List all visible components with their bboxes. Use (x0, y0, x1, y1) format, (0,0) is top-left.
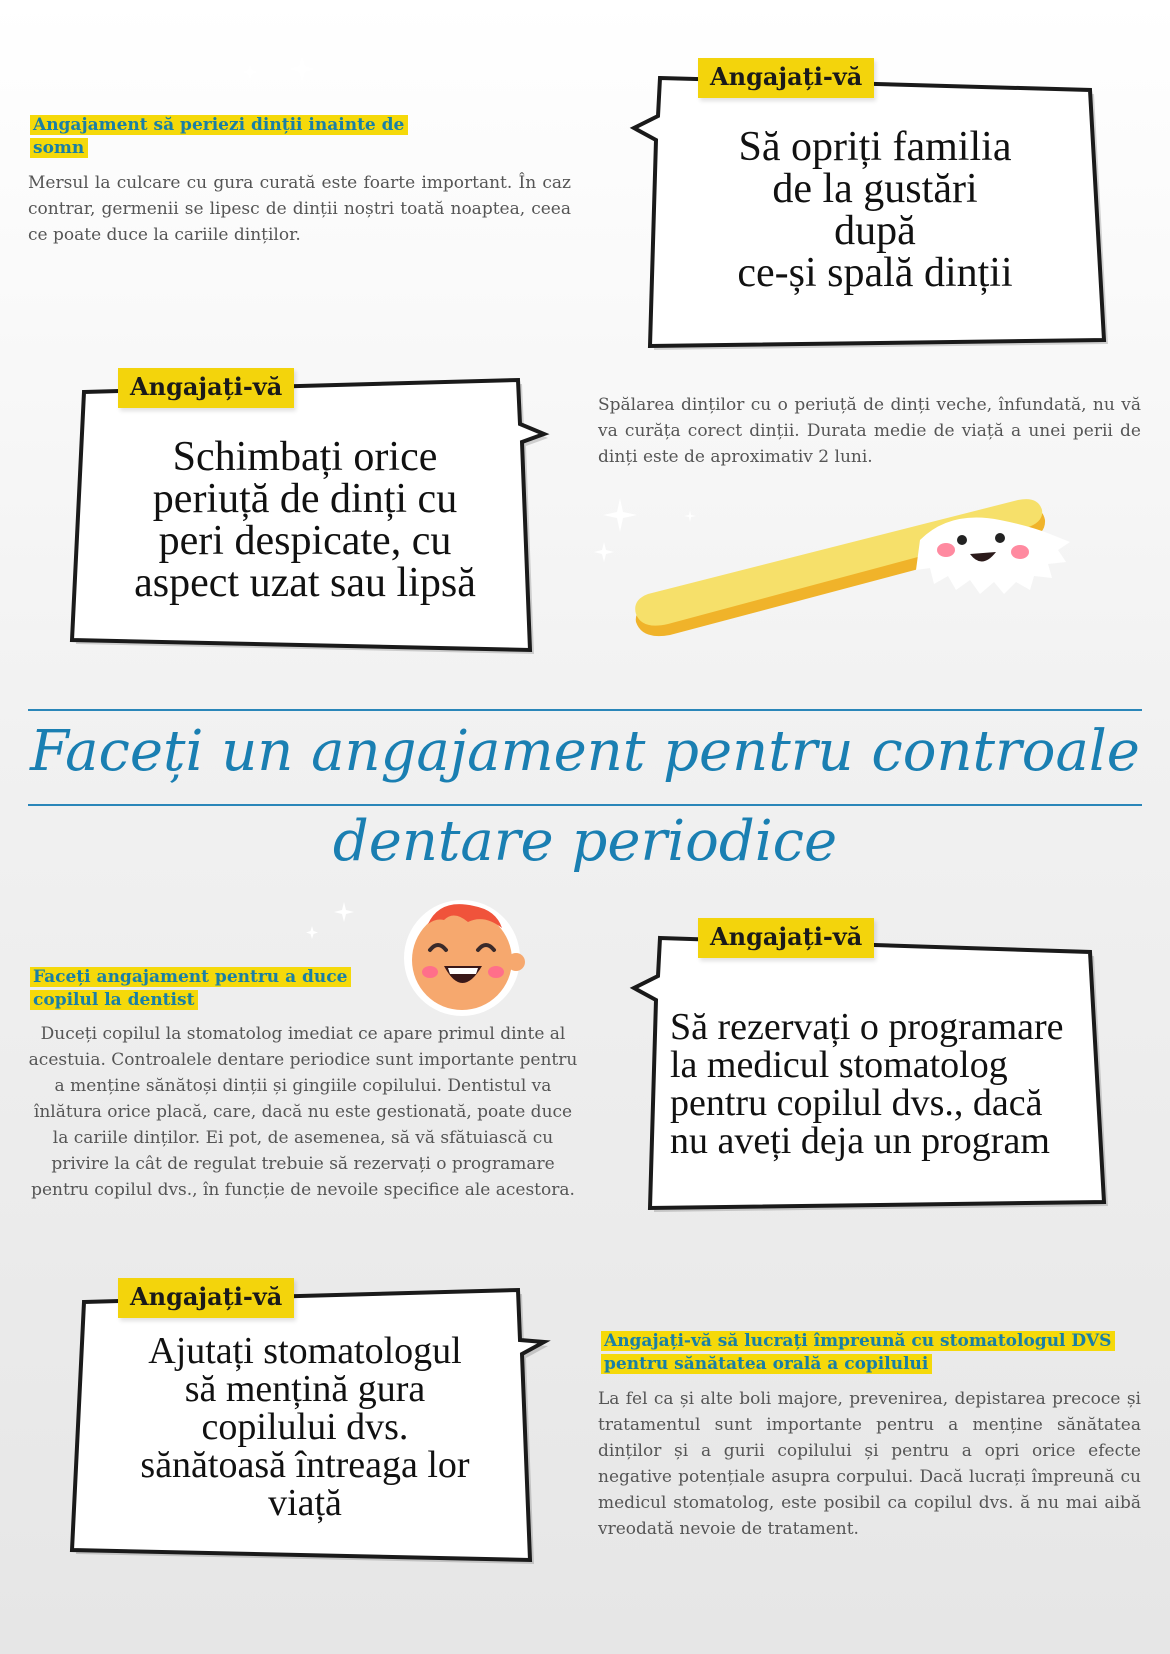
bubble4-line-4: sănătoasă întreaga lor (140, 1444, 470, 1486)
commitment-tag: Angajați-vă (118, 1278, 294, 1318)
sparkle-icon (300, 900, 390, 950)
commitment-bubble-3 (630, 922, 1110, 1210)
bubble1-line-3: după (834, 208, 916, 254)
bubble3-line-3: pentru copilul dvs., dacă (670, 1082, 1043, 1124)
bubble2-line-2: periuță de dinți cu (152, 476, 458, 522)
commitment-bubble-4 (70, 1282, 550, 1578)
bubble4-line-2: să mențină gura (184, 1368, 426, 1410)
commitment-tag: Angajați-vă (118, 368, 294, 408)
bubble2-line-1: Schimbați orice (172, 434, 438, 480)
toothbrush-illustration (590, 490, 1090, 650)
bubble1-line-4: ce-și spală dinții (737, 250, 1013, 296)
commitment-tag: Angajați-vă (698, 58, 874, 98)
sparkle-icon (240, 50, 320, 90)
bubble2-line-3: peri despicate, cu (158, 518, 452, 564)
section4-body: La fel ca și alte boli majore, prevenirea, depistarea precoce și tratamentul sunt importante pentru a menține sănătatea dinților și a gurii copilului și pentru a opri orice efecte negative potențiale asupra corpului. Dacă lucrați împreună cu medicul stomatolog, este posibil ca copilul dvs. ă nu mai aibă vreodată nevoie de tratament. (598, 1389, 1141, 1539)
bubble2-line-4: aspect uzat sau lipsă (134, 560, 476, 606)
commitment-bubble-1 (630, 62, 1110, 350)
section3-title: Faceți angajament pentru a duce copilul la dentist (30, 966, 370, 1012)
baby-face-illustration (392, 896, 542, 1016)
commitment-tag: Angajați-vă (698, 918, 874, 958)
section1-body: Mersul la culcare cu gura curată este foarte important. În caz contrar, germenii se lipesc de dinții noștri toată noaptea, ceea ce poate duce la cariile dinților. (28, 173, 571, 245)
bubble4-line-5: viață (268, 1482, 342, 1524)
bubble4-line-1: Ajutați stomatologul (148, 1330, 462, 1372)
bubble3-line-4: nu aveți deja un program (670, 1120, 1050, 1162)
section1-title: Angajament să periezi dinții inainte de somn (30, 114, 410, 160)
page-headline-line-2: dentare periodice (332, 809, 838, 874)
page-headline-line-1: Faceți un angajament pentru controale (30, 719, 1140, 784)
bubble4-line-3: copilului dvs. (201, 1406, 409, 1448)
bubble3-line-2: la medicul stomatolog (670, 1044, 1008, 1086)
headline-rule-top (28, 709, 1142, 711)
section2-body: Spălarea dinților cu o periuță de dinți veche, înfundată, nu vă va curăța corect dinții. Durata medie de viață a unei perii de dinți este de aproximativ 2 luni. (598, 395, 1141, 467)
bubble3-line-1: Să rezervați o programare (670, 1006, 1064, 1048)
commitment-bubble-2 (70, 372, 550, 658)
section4-title: Angajați-vă să lucrați împreună cu stomatologul DVS pentru sănătatea orală a copilului (601, 1330, 1131, 1376)
bubble1-line-1: Să opriți familia (738, 124, 1012, 170)
section3-body: Duceți copilul la stomatolog imediat ce apare primul dinte al acestuia. Controalele dentare periodice sunt importante pentru a menține sănătoși dinții și gingiile copilului. Dentistul va înlătura orice placă, care, dacă nu este gestionată, poate duce la cariile dinților. Ei pot, de asemenea, să vă sfătuiască cu privire la cât de regulat trebuie să rezervați o programare pentru copilul dvs., în funcție de nevoile specifice ale acestora. (28, 1024, 578, 1200)
bubble1-line-2: de la gustări (772, 166, 978, 212)
